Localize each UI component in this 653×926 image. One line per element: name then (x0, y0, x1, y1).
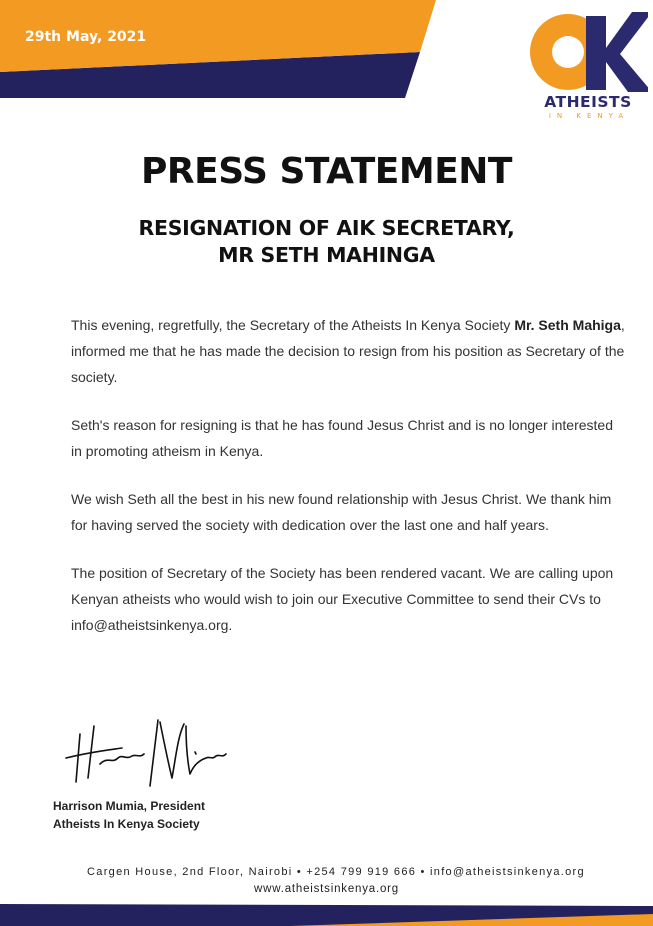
signature (60, 712, 230, 792)
statement-subtitle (0, 215, 653, 269)
aik-logo-icon (528, 10, 648, 95)
paragraph-2: Seth's reason for resigning is that he has found Jesus Christ and is no longer interested in promoting atheism in Kenya. (71, 417, 613, 459)
page-title: PRESS STATEMENT (141, 151, 512, 192)
paragraph-1-end: , informed me that he has made the decision to resign from his position as Secretary of the society. (71, 317, 625, 385)
footer-website: www.atheistsinkenya.org (254, 883, 399, 895)
paragraph-1-start: This evening, regretfully, the Secretary of the Atheists In Kenya Society (71, 317, 515, 333)
secretary-name: Mr. Seth Mahiga (514, 317, 621, 333)
logo-subtitle: IN KENYA (548, 112, 630, 120)
signatory-name: Harrison Mumia, President (53, 799, 206, 813)
footer-banner (0, 902, 653, 926)
signatory (53, 797, 205, 833)
footer-contact: Cargen House, 2nd Floor, Nairobi • +254 799 919 666 • info@atheistsinkenya.org (87, 866, 585, 878)
subtitle-line-1: RESIGNATION OF AIK SECRETARY, (138, 216, 515, 240)
paragraph-1 (71, 312, 627, 390)
logo-title: ATHEISTS (544, 93, 632, 111)
date-label: 29th May, 2021 (25, 29, 147, 45)
subtitle-line-2: MR SETH MAHINGA (218, 243, 435, 267)
statement-body (71, 312, 627, 660)
signatory-organization: Atheists In Kenya Society (53, 817, 200, 831)
paragraph-4: The position of Secretary of the Society has been rendered vacant. We are calling upon Kenyan atheists who would wish to join our Executive Committee to send their CVs to info@atheistsinkenya.org. (71, 565, 614, 633)
paragraph-3: We wish Seth all the best in his new found relationship with Jesus Christ. We thank him for having served the society with dedication over the last one and half years. (71, 491, 612, 533)
